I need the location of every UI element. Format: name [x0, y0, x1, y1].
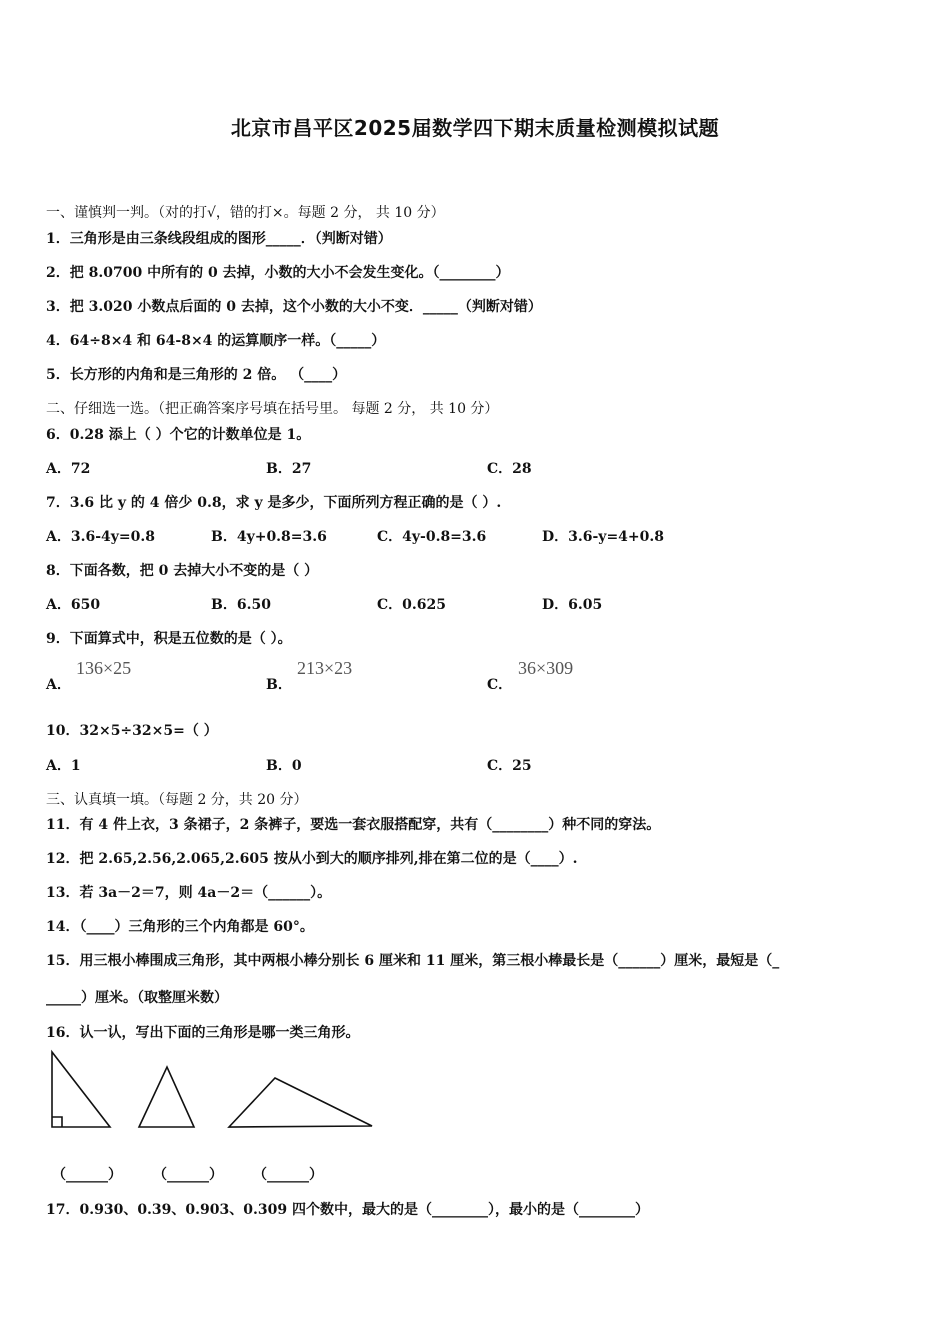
- q16-blank-3: （______）: [253, 1167, 323, 1183]
- q7-option-d: D．3.6-y=4+0.8: [542, 529, 665, 545]
- question-17: 17．0.930、0.39、0.903、0.309 四个数中，最大的是（________），最小的是（________）: [46, 1202, 649, 1218]
- acute-triangle: [139, 1067, 194, 1127]
- q8-option-c: C．0.625: [377, 597, 446, 613]
- question-6: 6．0.28 添上（ ）个它的计数单位是 1。: [46, 427, 311, 443]
- q8-option-a: A．650: [46, 597, 101, 613]
- q8-option-d: D．6.05: [542, 597, 603, 613]
- q10-option-c: C．25: [487, 758, 532, 774]
- q9-option-a-expression: 136×25: [76, 658, 132, 678]
- section-1-heading: 一、谨慎判一判。（对的打√，错的打×。每题 2 分， 共 10 分）: [46, 205, 445, 221]
- q7-option-a: A．3.6-4y=0.8: [46, 529, 155, 545]
- question-13: 13．若 3a－2＝7，则 4a－2＝（______）。: [46, 885, 332, 901]
- q7-option-c: C．4y-0.8=3.6: [377, 529, 487, 545]
- q6-option-b: B．27: [266, 461, 312, 477]
- question-11: 11．有 4 件上衣，3 条裙子，2 条裤子，要选一套衣服搭配穿，共有（________）种不同的穿法。: [46, 817, 661, 833]
- q16-blank-2: （______）: [153, 1167, 223, 1183]
- q6-option-c: C．28: [487, 461, 532, 477]
- obtuse-triangle: [229, 1078, 372, 1127]
- page-title: 北京市昌平区2025届数学四下期末质量检测模拟试题: [230, 116, 720, 140]
- q9-option-b-label: B．: [266, 677, 292, 693]
- question-7: 7．3.6 比 y 的 4 倍少 0.8，求 y 是多少，下面所列方程正确的是（ ）.: [46, 495, 502, 511]
- question-14: 14．（____）三角形的三个内角都是 60°。: [46, 919, 314, 935]
- question-2: 2．把 8.0700 中所有的 0 去掉，小数的大小不会发生变化。（________）: [46, 265, 510, 281]
- question-10: 10．32×5÷32×5=（ ）: [46, 723, 218, 739]
- q9-option-c-label: C．: [487, 677, 513, 693]
- right-angle-marker: [52, 1117, 62, 1127]
- q8-option-b: B．6.50: [211, 597, 271, 613]
- q10-option-a: A．1: [46, 758, 81, 774]
- question-4: 4．64÷8×4 和 64-8×4 的运算顺序一样。（_____）: [46, 333, 386, 349]
- question-9: 9．下面算式中，积是五位数的是（ ）。: [46, 631, 292, 647]
- q7-option-b: B．4y+0.8=3.6: [211, 529, 327, 545]
- triangles-figure: [40, 1045, 380, 1135]
- question-16: 16．认一认，写出下面的三角形是哪一类三角形。: [46, 1025, 360, 1041]
- question-3: 3．把 3.020 小数点后面的 0 去掉，这个小数的大小不变．_____（判断对错）: [46, 299, 542, 315]
- q9-option-c-expression: 36×309: [518, 658, 574, 678]
- question-15-continued: _____）厘米。（取整厘米数）: [46, 990, 228, 1006]
- q9-option-b-expression: 213×23: [297, 658, 353, 678]
- question-5: 5．长方形的内角和是三角形的 2 倍。 （____）: [46, 367, 347, 383]
- q9-option-a-label: A．: [46, 677, 71, 693]
- question-15: 15．用三根小棒围成三角形，其中两根小棒分别长 6 厘米和 11 厘米，第三根小棒最长是（______）厘米，最短是（_: [46, 953, 780, 969]
- question-1: 1．三角形是由三条线段组成的图形_____．（判断对错）: [46, 231, 392, 247]
- q16-blank-1: （______）: [52, 1167, 122, 1183]
- question-12: 12．把 2.65,2.56,2.065,2.605 按从小到大的顺序排列,排在第二位的是（____）.: [46, 851, 578, 867]
- q6-option-a: A．72: [46, 461, 91, 477]
- right-triangle: [52, 1052, 110, 1127]
- question-8: 8．下面各数，把 0 去掉大小不变的是（ ）: [46, 563, 319, 579]
- section-3-heading: 三、认真填一填。（每题 2 分，共 20 分）: [46, 792, 308, 808]
- q10-option-b: B．0: [266, 758, 302, 774]
- section-2-heading: 二、仔细选一选。（把正确答案序号填在括号里。 每题 2 分， 共 10 分）: [46, 401, 499, 417]
